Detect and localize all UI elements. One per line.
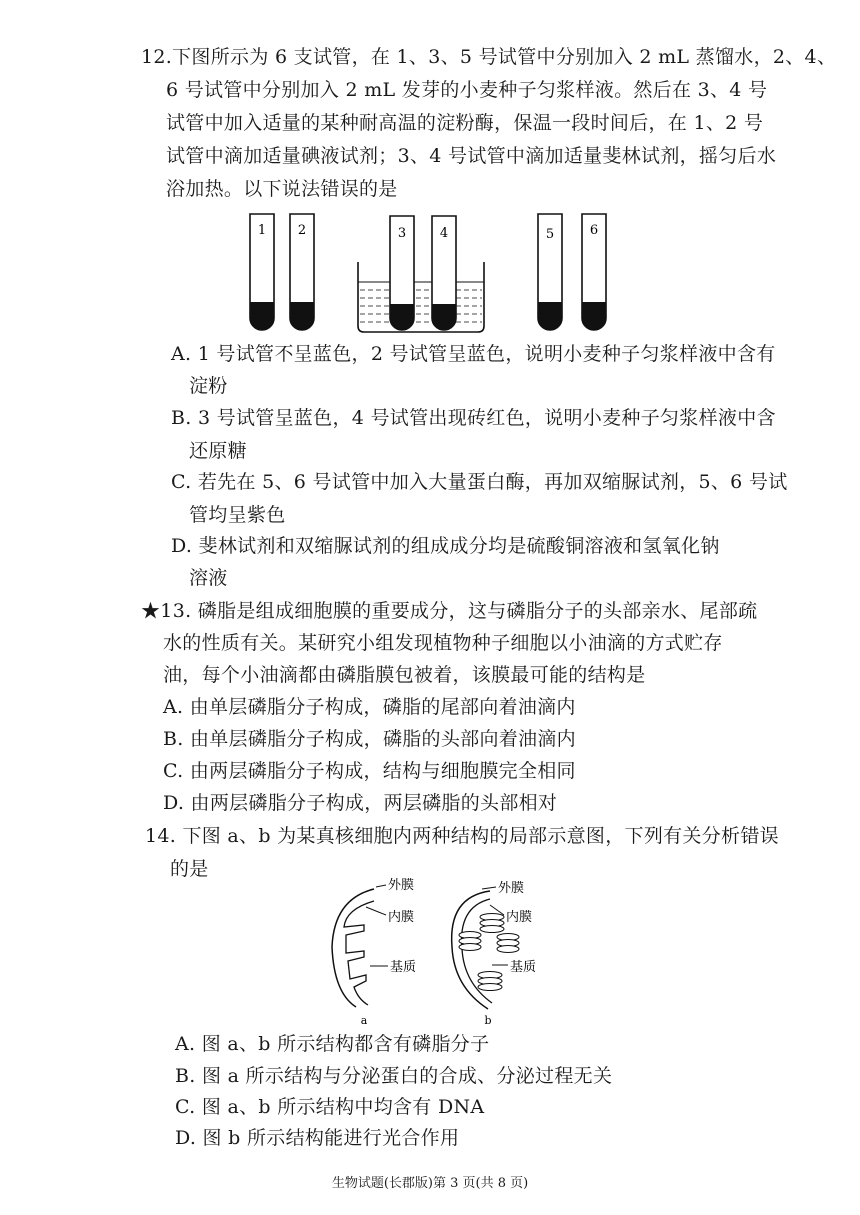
water-bath — [358, 262, 484, 332]
q12-option-a: A. 1 号试管不呈蓝色，2 号试管呈蓝色，说明小麦种子匀浆样液中含有 — [171, 343, 776, 365]
granum-stack — [459, 914, 519, 991]
q12-option-d: D. 斐林试剂和双缩脲试剂的组成成分均是硫酸铜溶液和氢氧化钠 — [171, 535, 720, 557]
test-tube-2 — [290, 214, 314, 330]
caption-a: a — [360, 1014, 368, 1027]
chloroplast-figure — [452, 881, 536, 1027]
q13-option-a: A. 由单层磷脂分子构成，磷脂的尾部向着油滴内 — [163, 696, 576, 718]
test-tube-6 — [582, 214, 606, 330]
page-footer: 生物试题(长郡版)第 3 页(共 8 页) — [331, 1176, 529, 1191]
organelle-diagram — [320, 875, 550, 1030]
label-outer-membrane-a: 外膜 — [388, 878, 415, 893]
test-tubes-figure — [240, 210, 620, 340]
q14-stem-line: 14. 下图 a、b 为某真核细胞内两种结构的局部示意图，下列有关分析错误 — [145, 825, 779, 847]
q14-option-a: A. 图 a、b 所示结构都含有磷脂分子 — [175, 1033, 490, 1055]
q14-stem-line: 的是 — [170, 858, 209, 880]
q12-stem-line: 12.下图所示为 6 支试管，在 1、3、5 号试管中分别加入 2 mL 蒸馏水，2、4、 — [141, 46, 837, 68]
q13-option-c: C. 由两层磷脂分子构成，结构与细胞膜完全相同 — [163, 760, 576, 782]
label-outer-membrane-b: 外膜 — [498, 881, 525, 896]
tube-label-1: 1 — [257, 223, 267, 238]
q13-stem-line: 水的性质有关。某研究小组发现植物种子细胞以小油滴的方式贮存 — [163, 632, 723, 654]
label-matrix-a: 基质 — [390, 960, 417, 975]
test-tube-4 — [432, 216, 456, 330]
tube-label-4: 4 — [439, 226, 449, 241]
label-inner-membrane-a: 内膜 — [388, 910, 415, 925]
q14-option-d: D. 图 b 所示结构能进行光合作用 — [175, 1127, 460, 1149]
label-matrix-b: 基质 — [510, 960, 537, 975]
q12-option-a-cont: 淀粉 — [189, 375, 228, 397]
q12-option-c: C. 若先在 5、6 号试管中加入大量蛋白酶，再加双缩脲试剂，5、6 号试 — [171, 471, 788, 493]
q14-option-b: B. 图 a 所示结构与分泌蛋白的合成、分泌过程无关 — [175, 1065, 613, 1087]
q13-option-d: D. 由两层磷脂分子构成，两层磷脂的头部相对 — [163, 792, 558, 814]
q12-option-c-cont: 管均呈紫色 — [189, 504, 286, 526]
caption-b: b — [484, 1014, 492, 1027]
q14-option-c: C. 图 a、b 所示结构中均含有 DNA — [175, 1096, 485, 1118]
tube-label-6: 6 — [589, 223, 599, 238]
q12-stem-line: 6 号试管中分别加入 2 mL 发芽的小麦种子匀浆样液。然后在 3、4 号 — [166, 79, 768, 101]
q13-option-b: B. 由单层磷脂分子构成，磷脂的头部向着油滴内 — [163, 728, 576, 750]
tube-label-5: 5 — [545, 227, 555, 242]
test-tube-5 — [538, 214, 562, 330]
q12-stem-line: 浴加热。以下说法错误的是 — [166, 178, 398, 200]
q12-stem-line: 试管中加入适量的某种耐高温的淀粉酶，保温一段时间后，在 1、2 号 — [166, 112, 764, 134]
test-tube-1 — [250, 214, 274, 330]
tube-label-3: 3 — [397, 226, 407, 241]
test-tube-3 — [390, 216, 414, 330]
q12-option-b: B. 3 号试管呈蓝色，4 号试管出现砖红色，说明小麦种子匀浆样液中含 — [171, 407, 776, 429]
q13-stem-line: 油，每个小油滴都由磷脂膜包被着，该膜最可能的结构是 — [163, 664, 646, 686]
q12-option-b-cont: 还原糖 — [189, 440, 247, 462]
q13-stem-line: ★13. 磷脂是组成细胞膜的重要成分，这与磷脂分子的头部亲水、尾部疏 — [141, 600, 758, 622]
q12-option-d-cont: 溶液 — [189, 567, 228, 589]
mitochondrion-figure — [332, 878, 416, 1027]
q12-stem-line: 试管中滴加适量碘液试剂；3、4 号试管中滴加适量斐林试剂，摇匀后水 — [166, 145, 777, 167]
tube-label-2: 2 — [297, 223, 307, 238]
label-inner-membrane-b: 内膜 — [506, 910, 533, 925]
